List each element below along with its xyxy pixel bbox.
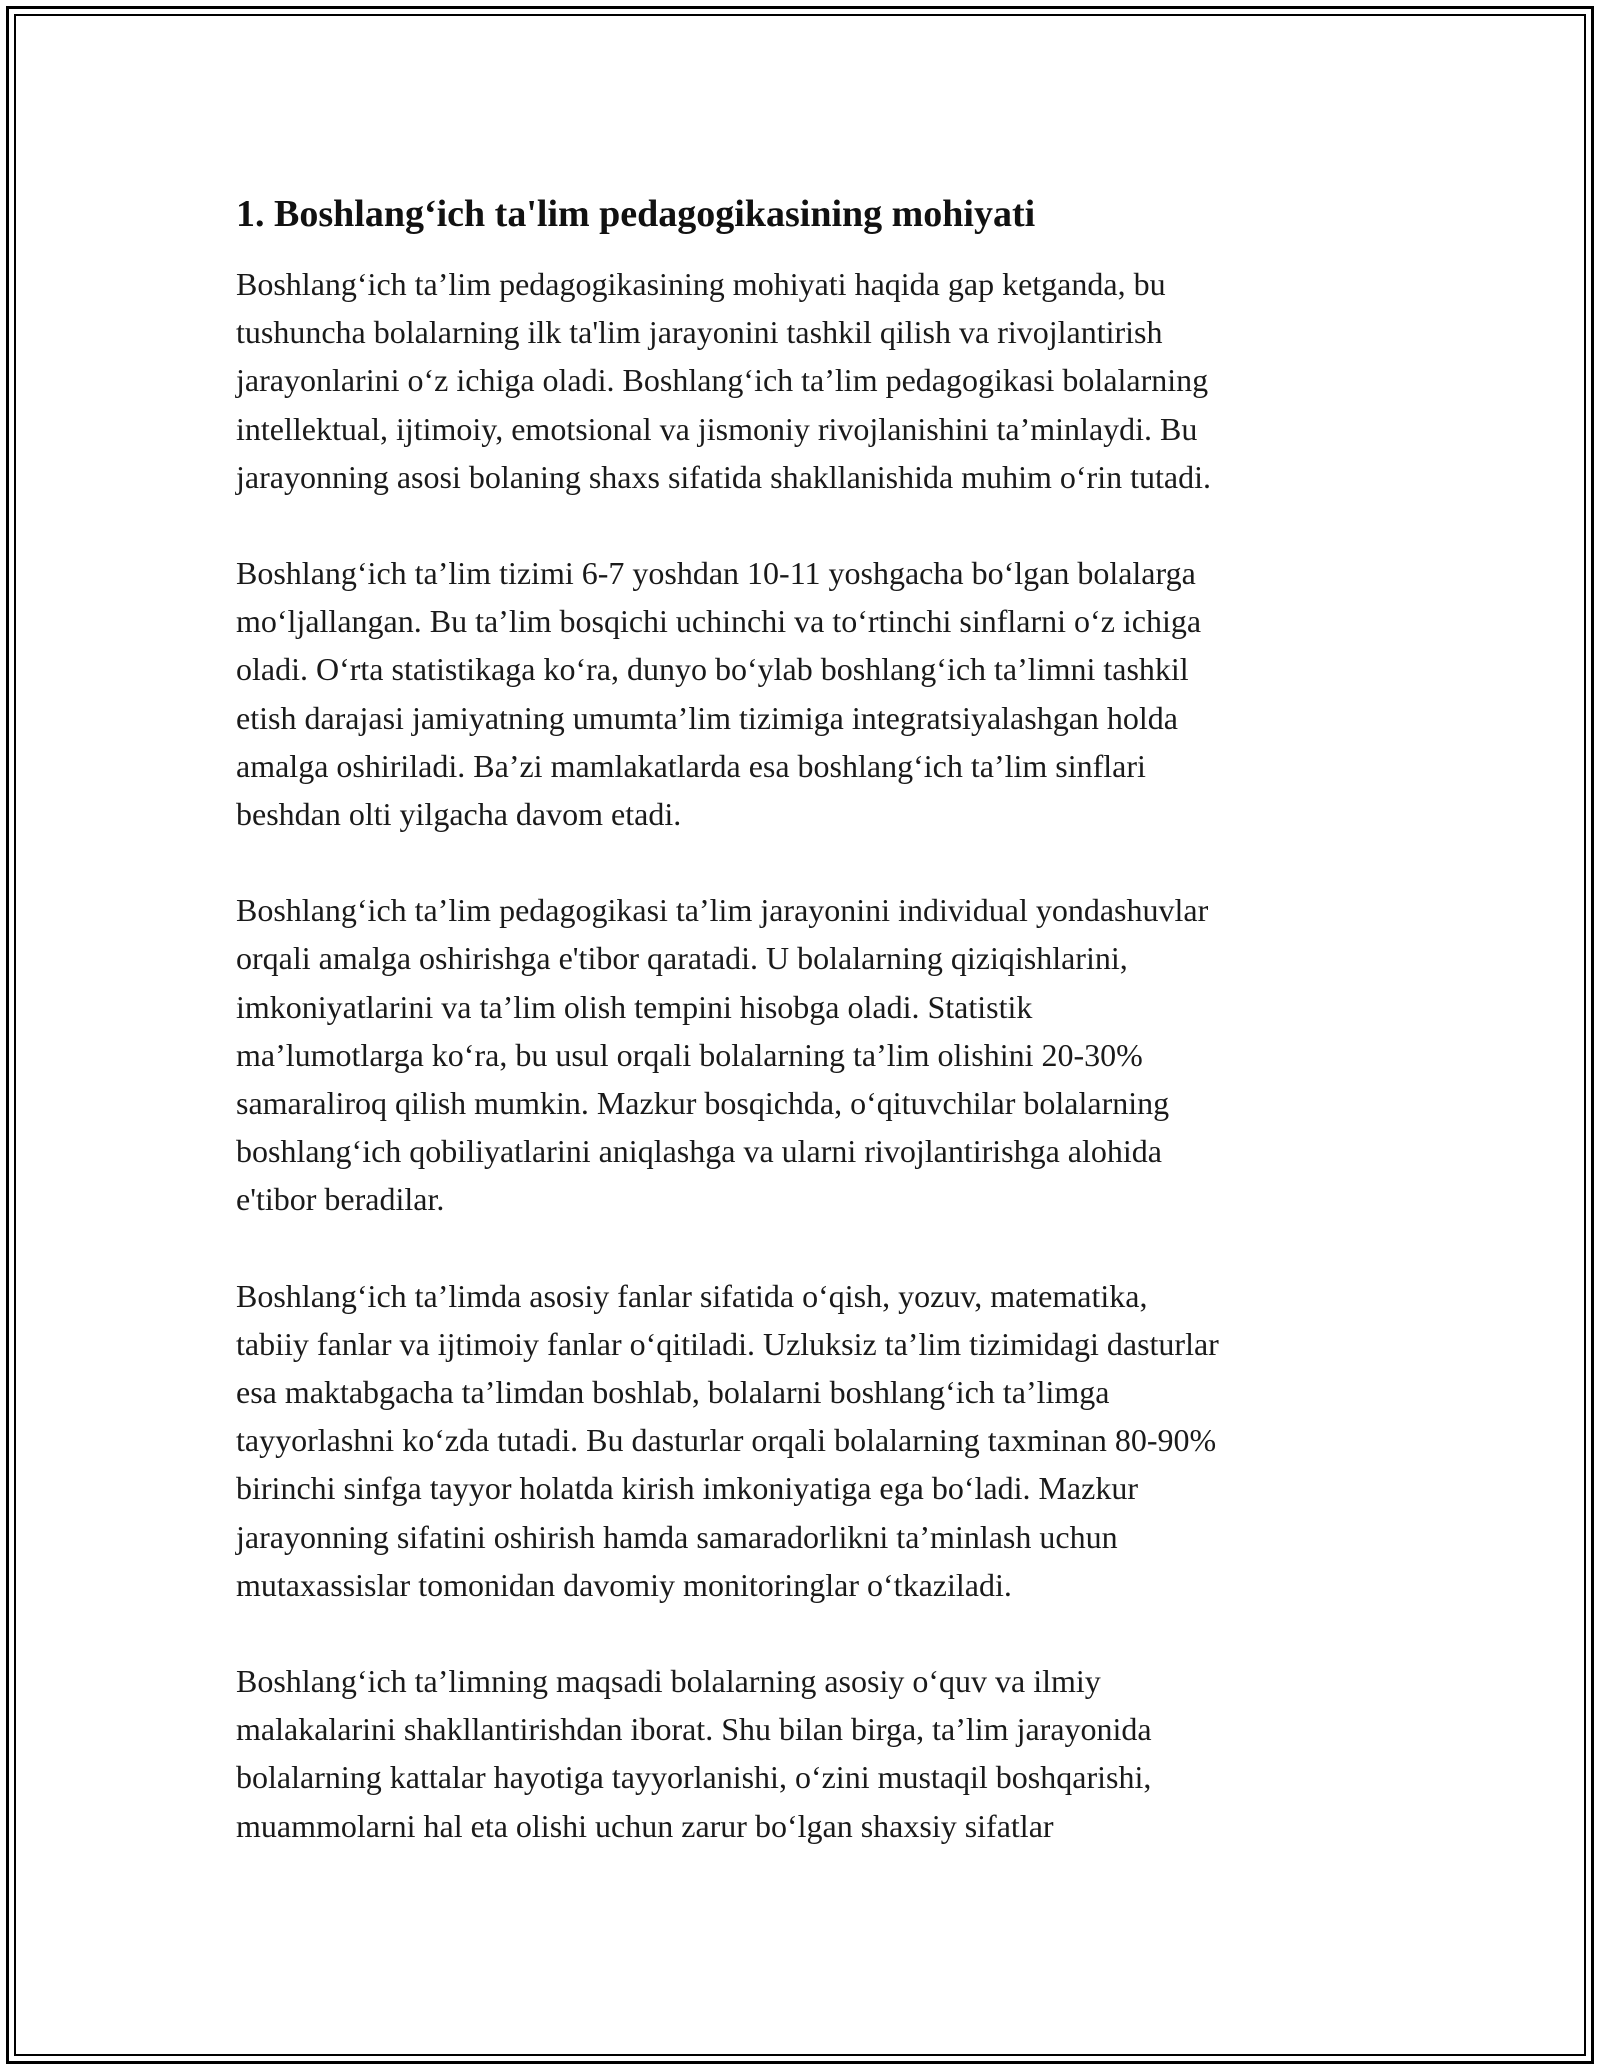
paragraph-4: Boshlang‘ich ta’limda asosiy fanlar sifatida o‘qish, yozuv, matematika, tabiiy fanlar va ijtimoiy fanlar o‘qitiladi. Uzluksiz ta’lim tizimidagi dasturlar esa maktabgacha ta’limdan boshlab, bolalarni boshlang‘ich ta’limga tayyorlashni ko‘zda tutadi. Bu dasturlar orqali bolalarning taxminan 80-90% birinchi sinfga tayyor holatda kirish imkoniyatiga ega bo‘ladi. Mazkur jarayonning sifatini oshirish hamda samaradorlikni ta’minlash uchun mutaxassislar tomonidan davomiy monitoringlar o‘tkaziladi.	[236, 1277, 1219, 1603]
paragraph-1: Boshlang‘ich ta’lim pedagogikasining mohiyati haqida gap ketganda, bu tushuncha bolalarning ilk ta'lim jarayonini tashkil qilish va rivojlantirish jarayonlarini o‘z ichiga oladi. Boshlang‘ich ta’lim pedagogikasi bolalarning intellektual, ijtimoiy, emotsional va jismoniy rivojlanishini ta’minlaydi. Bu jarayonning asosi bolaning shaxs sifatida shakllanishida muhim o‘rin tutadi.	[236, 266, 1211, 495]
section-heading: 1. Boshlang‘ich ta'lim pedagogikasining mohiyati	[236, 193, 1036, 235]
paragraph-2: Boshlang‘ich ta’lim tizimi 6-7 yoshdan 10-11 yoshgacha bo‘lgan bolalarga mo‘ljallangan. Bu ta’lim bosqichi uchinchi va to‘rtinchi sinflarni o‘z ichiga oladi. O‘rta statistikaga ko‘ra, dunyo bo‘ylab boshlang‘ich ta’limni tashkil etish darajasi jamiyatning umumta’lim tizimiga integratsiyalashgan holda amalga oshiriladi. Ba’zi mamlakatlarda esa boshlang‘ich ta’lim sinflari beshdan olti yilgacha davom etadi.	[236, 555, 1202, 833]
document-body	[236, 188, 1376, 1898]
paragraph-3: Boshlang‘ich ta’lim pedagogikasi ta’lim jarayonini individual yondashuvlar orqali amalga oshirishga e'tibor qaratadi. U bolalarning qiziqishlarini, imkoniyatlarini va ta’lim olish tempini hisobga oladi. Statistik ma’lumotlarga ko‘ra, bu usul orqali bolalarning ta’lim olishini 20-30% samaraliroq qilish mumkin. Mazkur bosqichda, o‘qituvchilar bolalarning boshlang‘ich qobiliyatlarini aniqlashga va ularni rivojlantirishga alohida e'tibor beradilar.	[236, 892, 1209, 1218]
paragraph-5: Boshlang‘ich ta’limning maqsadi bolalarning asosiy o‘quv va ilmiy malakalarini shakllantirishdan iborat. Shu bilan birga, ta’lim jarayonida bolalarning kattalar hayotiga tayyorlanishi, o‘zini mustaqil boshqarishi, muammolarni hal eta olishi uchun zarur bo‘lgan shaxsiy sifatlar	[236, 1663, 1152, 1844]
